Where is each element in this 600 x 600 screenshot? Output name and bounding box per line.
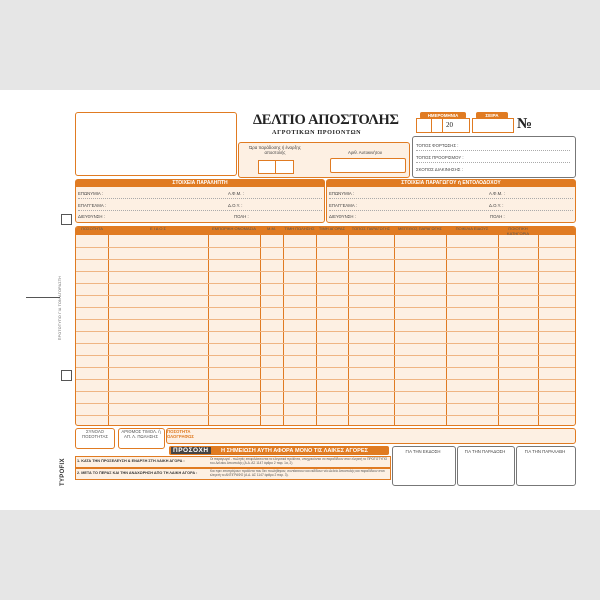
col-header-unit: Μ.Μ. [267,226,276,231]
number-symbol: № [517,116,533,132]
col-header-quality: ΠΟΙΟΤΙΚΗ ΚΑΤΗΓΟΡΙΑ [506,226,530,236]
signature-label-delivery: ΓΙΑ ΤΗΝ ΠΑΡΑΔΟΣΗ [464,449,506,454]
producer-city-label[interactable]: ΠΟΛΗ : [490,214,505,219]
side-copy-text: ΠΡΩΤΟΤΥΠΟ ΓΙΑ ΤΟΝ ΑΓΟΡΑΣΤΗ [58,275,62,341]
items-table [75,226,576,426]
col-header-production-size: ΜΕΓΕΘΟΣ ΠΑΡΑΓΩΓΗΣ [397,226,443,231]
fold-mark [26,297,60,298]
series-label: ΣΕΙΡΑ [476,112,508,119]
destination-label[interactable]: ΤΟΠΟΣ ΠΡΟΟΡΙΣΜΟΥ : [416,155,464,160]
document-title: ΔΕΛΤΙΟ ΑΠΟΣΤΟΛΗΣ [253,112,399,128]
producer-heading: ΣΤΟΙΧΕΙΑ ΠΑΡΑΓΩΓΟΥ ή ΕΝΤΟΛΟΔΟΧΟΥ [327,180,575,187]
col-header-variety: ΠΟΙΚΙΛΙΑ ΕΙΔΟΥΣ [455,226,489,231]
recipient-address-label[interactable]: ΔΙΕΥΘΥΝΣΗ : [78,214,105,219]
purpose-label[interactable]: ΣΚΟΠΟΣ ΔΙΑΚΙΝΗΣΗΣ : [416,167,463,172]
form-sheet [0,90,600,510]
recipient-afm-label[interactable]: Α.Φ.Μ. : [228,191,244,196]
date-field[interactable] [416,118,470,133]
producer-address-label[interactable]: ΔΙΕΥΘΥΝΣΗ : [329,214,356,219]
quantity-in-words-label: ΠΟΣΟΤΗΤΑ ΟΛΟΓΡΑΦΩΣ [167,429,194,439]
quantity-in-words-field[interactable] [166,428,576,444]
notice-text: Η ΣΗΜΕΙΩΣΗ ΑΥΤΗ ΑΦΟΡΑ ΜΟΝΟ ΤΙΣ ΛΑΙΚΕΣ ΑΓΟΡΕΣ [221,448,368,454]
company-logo-box[interactable] [75,112,237,176]
recipient-profession-label[interactable]: ΕΠΑΓΓΕΛΜΑ : [78,203,106,208]
loading-place-label[interactable]: ΤΟΠΟΣ ΦΟΡΤΩΣΗΣ : [416,143,459,148]
vehicle-field[interactable] [330,158,406,173]
col-header-production-place: ΤΟΠΟΣ ΠΑΡΑΓΩΓΗΣ [351,226,391,231]
date-label: ΗΜΕΡΟΜΗΝΙΑ [420,112,466,119]
recipient-name-label[interactable]: ΕΠΩΝΥΜΙΑ : [78,191,103,196]
document-subtitle: ΑΓΡΟΤΙΚΩΝ ΠΡΟΙΟΝΤΩΝ [272,129,362,136]
date-year-prefix: 20 [446,121,453,129]
total-quantity-label: ΣΥΝΟΛΟ ΠΟΣΟΤΗΤΑΣ [82,429,108,439]
col-header-item: Ε Ι Δ Ο Σ [149,226,167,231]
invoice-number-label: ΑΡΙΘΜΟΣ ΤΙΜΟΛ. ή ΑΠ. Λ. ΠΩΛΗΣΗΣ [121,429,161,439]
recipient-city-label[interactable]: ΠΟΛΗ : [234,214,249,219]
col-header-quantity: ΠΟΣΟΤΗΤΑ [81,226,103,231]
recipient-doy-label[interactable]: Δ.Ο.Υ. : [228,203,243,208]
recipient-heading: ΣΤΟΙΧΕΙΑ ΠΑΡΑΛΗΠΤΗ [76,180,324,187]
producer-doy-label[interactable]: Δ.Ο.Υ. : [489,203,504,208]
notice-line-2-label: 2. ΜΕΤΑ ΤΟ ΠΕΡΑΣ ΚΑΙ ΤΗΝ ΑΝΑΧΩΡΗΣΗ ΑΠΟ ΤΗ ΛΑΙΚΗ ΑΓΟΡΑ : [77,471,198,475]
producer-name-label[interactable]: ΕΠΩΝΥΜΙΑ : [329,191,354,196]
col-header-trade-name: ΕΜΠΟΡΙΚΗ ΟΝΟΜΑΣΙΑ [212,226,256,231]
signature-label-receipt: ΓΙΑ ΤΗΝ ΠΑΡΑΛΑΒΗ [524,449,566,454]
notice-prefix: ΠΡΟΣΟΧΗ [173,447,209,454]
vehicle-label: Αριθ. Αυτοκινήτου [348,150,383,155]
punch-hole-square [61,370,72,381]
producer-profession-label[interactable]: ΕΠΑΓΓΕΛΜΑ : [329,203,357,208]
punch-hole-square [61,214,72,225]
producer-afm-label[interactable]: Α.Φ.Μ. : [489,191,505,196]
delivery-time-field[interactable] [258,160,294,174]
col-header-sale-price: ΤΙΜΗ ΠΩΛΗΣΗΣ [284,226,315,231]
brand-logo: TYPOFIX [60,458,66,486]
signature-label-issue: ΓΙΑ ΤΗΝ ΕΚΔΟΣΗ [405,449,441,454]
col-header-purchase-price: ΤΙΜΗ ΑΓΟΡΑΣ [318,226,346,231]
delivery-start-label: Ώρα παράδοσης ή έναρξης αποστολής [249,145,301,155]
notice-line-1-label: 1. ΚΑΤΑ ΤΗΝ ΠΡΟΣΕΛΕΥΣΗ & ΕΝΑΡΞΗ ΣΤΗ ΛΑΙΚΗ ΑΓΟΡΑ : [77,459,185,463]
series-field[interactable] [472,118,514,133]
notice-line-1-text: Οι παραγωγοί - πωλητές επιφυλάσσονται τα ελεγκτικά προϊόντα, υποχρεούνται να παραδίδουν στον ελεγκτή το ΠΡΩΤΟΤΥΠΟ του Δελτίου Αποστολής (Α.Δ. ΑΣ 1147 άρθρο 2 παρ. 1α, 2) [210,457,388,465]
notice-line-2-text: Και πριν επιστρέψουν προϊόντα που δεν πουλήθηκαν, συντάσσουν και εκδίδουν νέο Δελτίο Αποστολής και παραδίδουν στον ελεγκτή το ΑΝΤΙΓΡΑΦΟ (Α.Δ. ΑΣ 1147 άρθρο 2 παρ. 3). [210,469,385,477]
